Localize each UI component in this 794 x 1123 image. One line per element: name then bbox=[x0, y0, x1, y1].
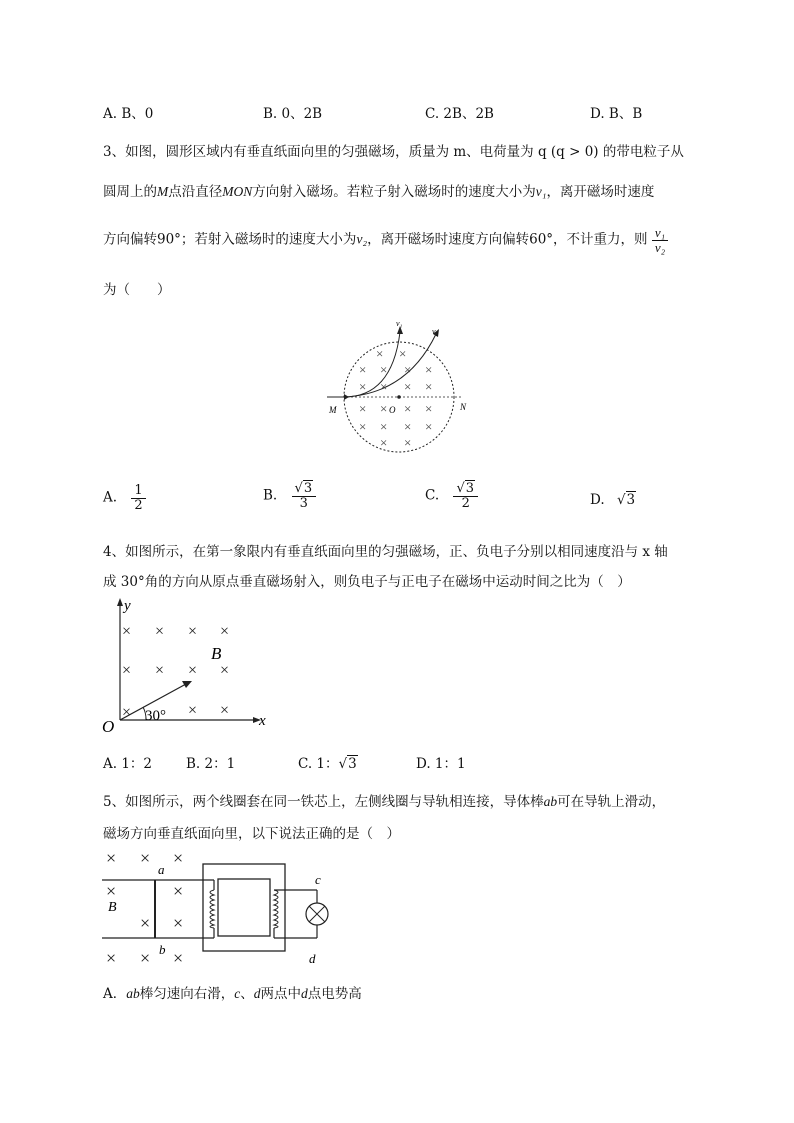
field-mark: × bbox=[425, 362, 433, 377]
field-mark: × bbox=[404, 419, 412, 434]
field-mark: × bbox=[140, 948, 151, 968]
field-mark: × bbox=[173, 848, 184, 868]
sqrt-sign: √3 bbox=[338, 756, 357, 772]
field-mark: × bbox=[155, 662, 165, 679]
field-mark: × bbox=[220, 662, 230, 679]
sqrt-sign: √3 bbox=[294, 481, 313, 496]
field-mark: × bbox=[188, 702, 198, 719]
field-mark: × bbox=[404, 401, 412, 416]
q5-option-a bbox=[103, 982, 362, 1002]
label-b-end: b bbox=[159, 942, 166, 957]
q4-option-d: D. 1：1 bbox=[416, 756, 466, 772]
field-mark: × bbox=[359, 419, 367, 434]
frac-denominator: 2 bbox=[461, 495, 470, 511]
q3-text: 圆周上的 bbox=[103, 184, 157, 200]
field-mark: × bbox=[380, 435, 388, 450]
field-mark: × bbox=[404, 362, 412, 377]
label-v2: v₂ bbox=[432, 327, 439, 336]
field-mark: × bbox=[106, 848, 117, 868]
field-mark: × bbox=[380, 362, 388, 377]
frac-numerator bbox=[453, 482, 478, 497]
option-text: A． bbox=[103, 986, 127, 1002]
q3-option-d bbox=[590, 492, 636, 508]
field-mark: × bbox=[380, 419, 388, 434]
field-mark: × bbox=[140, 848, 151, 868]
q3-var-mon: MON bbox=[222, 184, 253, 199]
label-angle: 30° bbox=[145, 708, 166, 724]
q2-option-c: C. 2B、2B bbox=[425, 106, 494, 122]
option-label: C. bbox=[425, 487, 440, 504]
q5-transformer-figure bbox=[102, 846, 342, 971]
q3-line3 bbox=[103, 226, 668, 254]
field-mark: × bbox=[359, 401, 367, 416]
sqrt-sign: √3 bbox=[456, 481, 475, 496]
q3-var-v2: v₂ bbox=[356, 231, 368, 247]
q3-line4: 为（ ） bbox=[103, 282, 171, 298]
label-o: O bbox=[102, 717, 115, 736]
option-label: D. bbox=[590, 492, 605, 508]
q3-text: 点沿直径 bbox=[168, 184, 223, 200]
frac-numerator: v₁ bbox=[652, 226, 668, 241]
var-d: d bbox=[301, 986, 308, 1001]
field-mark: × bbox=[359, 379, 367, 394]
label-a: a bbox=[158, 862, 165, 877]
q3-var-v1: v₁ bbox=[535, 184, 547, 199]
label-m: M bbox=[329, 405, 337, 415]
q4-line1: 4、如图所示，在第一象限内有垂直纸面向里的匀强磁场，正、负电子分别以相同速度沿与 x 轴 bbox=[103, 544, 668, 560]
option-text: 两点中 bbox=[260, 986, 301, 1002]
radicand: 3 bbox=[303, 481, 313, 496]
field-mark: × bbox=[380, 379, 388, 394]
var-ab: ab bbox=[126, 986, 140, 1001]
q3-ratio-fraction bbox=[652, 226, 668, 254]
field-mark: × bbox=[404, 435, 412, 450]
label-y: y bbox=[124, 598, 131, 614]
q3-circle-figure bbox=[322, 312, 482, 462]
q2-option-d: D. B、B bbox=[590, 106, 643, 122]
q5-var-ab: ab bbox=[543, 794, 558, 809]
field-mark: × bbox=[173, 948, 184, 968]
field-mark: × bbox=[220, 702, 230, 719]
option-text: C. 1： bbox=[298, 756, 339, 772]
q2-option-a: A. B、0 bbox=[103, 106, 154, 122]
q5-text: 5、如图所示，两个线圈套在同一铁芯上，左侧线圈与导轨相连接，导体棒 bbox=[103, 794, 544, 810]
frac-denominator: 2 bbox=[134, 497, 143, 513]
field-mark: × bbox=[376, 346, 384, 361]
q4-option-a: A. 1：2 bbox=[103, 756, 153, 772]
frac-numerator: 1 bbox=[131, 484, 145, 499]
label-n: N bbox=[460, 402, 467, 412]
q4-option-b: B. 2：1 bbox=[186, 756, 236, 772]
field-mark: × bbox=[106, 881, 117, 901]
label-x: x bbox=[259, 713, 266, 729]
option-label: B. bbox=[263, 487, 278, 504]
option-fraction bbox=[453, 482, 478, 510]
sqrt-sign: √3 bbox=[616, 492, 636, 508]
option-label: A. bbox=[103, 489, 118, 506]
radicand: 3 bbox=[465, 481, 475, 496]
q3-var-m: M bbox=[157, 184, 169, 199]
radicand: 3 bbox=[348, 756, 357, 772]
label-o: O bbox=[389, 405, 396, 415]
q3-option-a bbox=[103, 484, 146, 512]
option-text: 点电势高 bbox=[307, 986, 362, 1002]
q3-option-b bbox=[263, 482, 316, 510]
radicand: 3 bbox=[626, 492, 636, 508]
q3-option-c bbox=[425, 482, 478, 510]
field-mark: × bbox=[425, 419, 433, 434]
q3-line2 bbox=[103, 180, 654, 200]
field-mark: × bbox=[155, 623, 165, 640]
q3-text: 方向偏转90°；若射入磁场时的速度大小为 bbox=[103, 231, 357, 248]
field-mark: × bbox=[122, 704, 132, 721]
label-c: c bbox=[315, 872, 321, 887]
field-mark: × bbox=[399, 346, 407, 361]
field-mark: × bbox=[425, 379, 433, 394]
field-mark: × bbox=[188, 662, 198, 679]
option-fraction bbox=[292, 482, 317, 510]
q2-option-b: B. 0、2B bbox=[263, 106, 323, 122]
label-b: B bbox=[211, 644, 222, 663]
q4-option-c bbox=[298, 752, 358, 772]
q4-axes-figure bbox=[100, 596, 280, 736]
field-mark: × bbox=[359, 362, 367, 377]
field-mark: × bbox=[220, 623, 230, 640]
field-mark: × bbox=[106, 948, 117, 968]
var-c: c bbox=[234, 986, 241, 1001]
frac-numerator bbox=[292, 482, 317, 497]
option-fraction bbox=[131, 484, 145, 512]
field-mark: × bbox=[140, 913, 151, 933]
q4-line2: 成 30°角的方向从原点垂直磁场射入，则负电子与正电子在磁场中运动时间之比为（ ） bbox=[103, 574, 631, 590]
q3-text: 方向射入磁场。若粒子射入磁场时的速度大小为 bbox=[252, 184, 536, 200]
label-v1: v₁ bbox=[396, 319, 403, 328]
q5-line1 bbox=[103, 790, 665, 810]
q3-text: ，离开磁场时速度 bbox=[546, 184, 655, 200]
field-mark: × bbox=[380, 401, 388, 416]
field-mark: × bbox=[425, 401, 433, 416]
q5-line2: 磁场方向垂直纸面向里，以下说法正确的是（ ） bbox=[103, 826, 400, 842]
label-d: d bbox=[309, 951, 316, 966]
field-mark: × bbox=[173, 881, 184, 901]
q3-text: ，离开磁场时速度方向偏转60°，不计重力，则 bbox=[367, 231, 648, 248]
frac-denominator: v₂ bbox=[654, 239, 666, 255]
field-mark: × bbox=[122, 623, 132, 640]
field-mark: × bbox=[188, 623, 198, 640]
label-field-b: B bbox=[108, 900, 117, 915]
var-d: d bbox=[253, 986, 261, 1001]
frac-denominator: 3 bbox=[299, 495, 308, 511]
q5-text: 可在导轨上滑动， bbox=[557, 794, 666, 810]
option-text: 、 bbox=[240, 986, 254, 1002]
field-mark: × bbox=[404, 379, 412, 394]
field-mark: × bbox=[122, 662, 132, 679]
q3-line1: 3、如图，圆形区域内有垂直纸面向里的匀强磁场，质量为 m、电荷量为 q (q > 0) 的带电粒子从 bbox=[103, 144, 684, 160]
field-mark: × bbox=[173, 913, 184, 933]
option-text: 棒匀速向右滑， bbox=[139, 986, 235, 1002]
